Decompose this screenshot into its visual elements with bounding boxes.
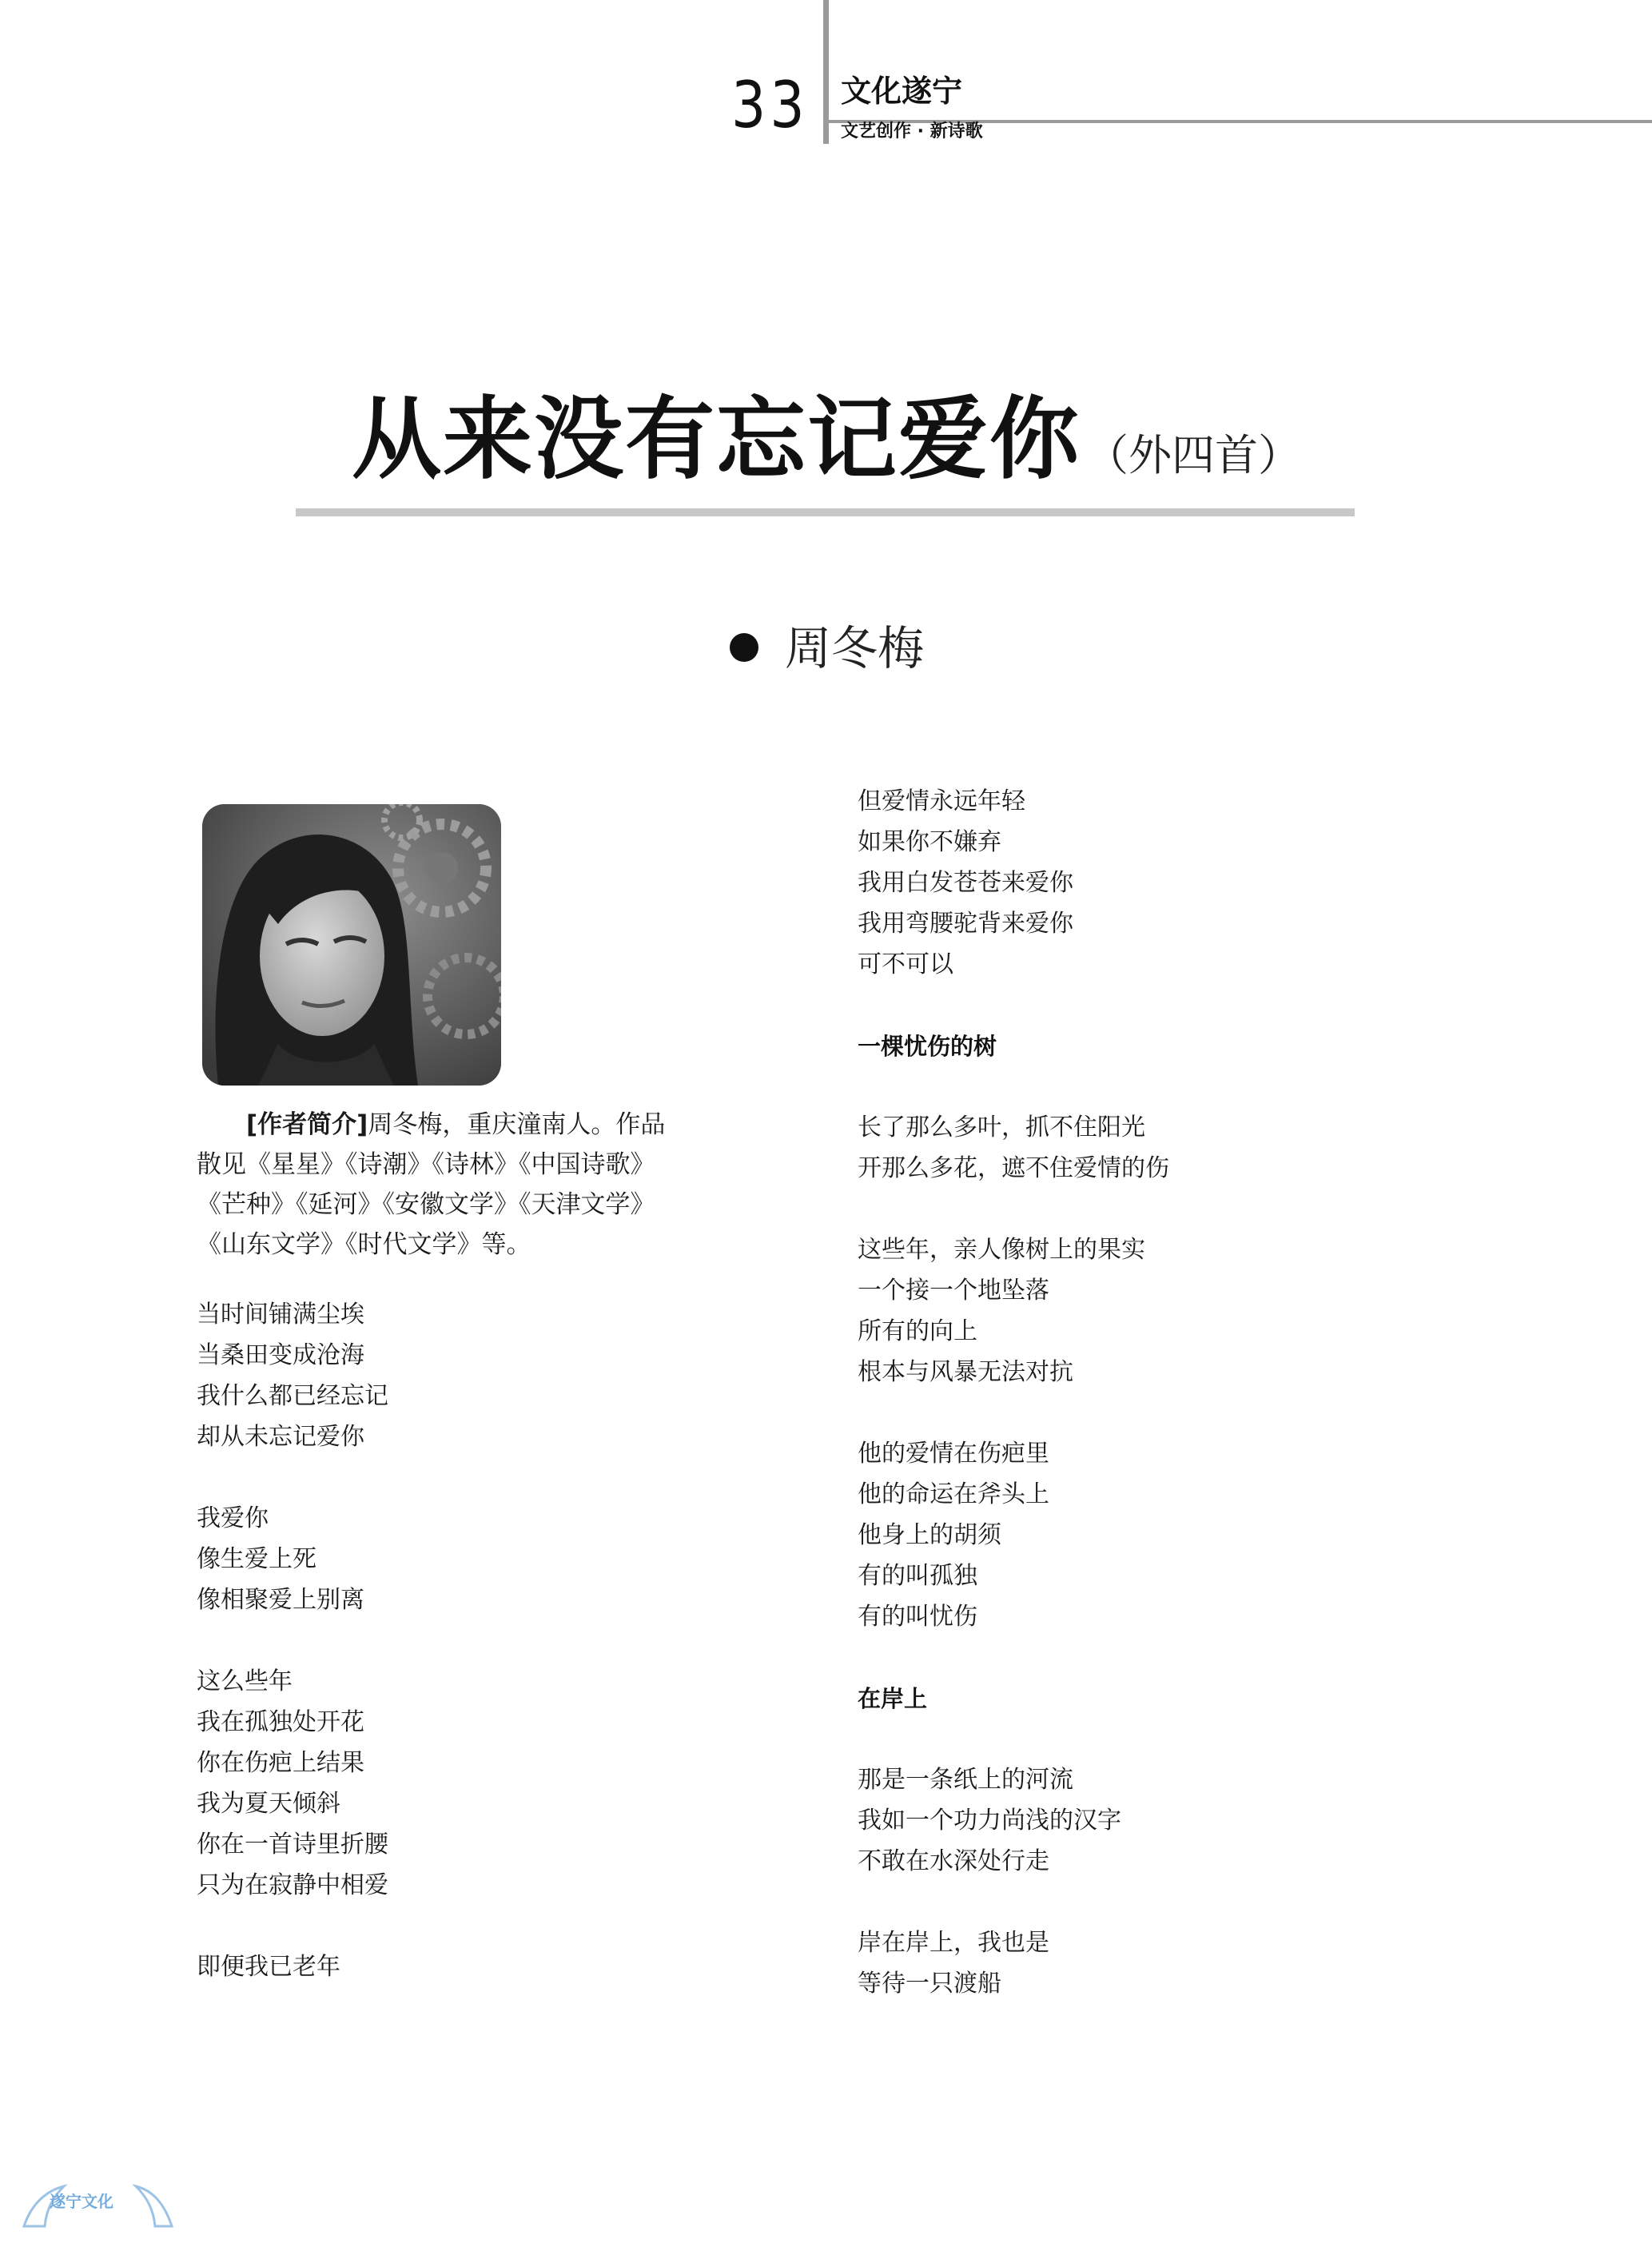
poem-line: 有的叫孤独 — [858, 1562, 977, 1590]
author-name: 周冬梅 — [785, 621, 925, 675]
poem-line: 他的命运在斧头上 — [858, 1480, 1049, 1508]
bio-line: 散见《星星》《诗潮》《诗林》《中国诗歌》 — [197, 1150, 655, 1179]
poem-line: 这么些年 — [197, 1667, 293, 1695]
poem-line: 我什么都已经忘记 — [197, 1382, 388, 1410]
poem-line: 一个接一个地坠落 — [858, 1277, 1049, 1305]
title-underline — [296, 508, 1355, 516]
poem-line: 像相聚爱上别离 — [197, 1586, 364, 1614]
poem-line: 当时间铺满尘埃 — [197, 1301, 364, 1329]
poem-line: 根本与风暴无法对抗 — [858, 1358, 1073, 1386]
watermark-text: 遂宁文化 — [50, 2192, 113, 2211]
poem-line: 即便我已老年 — [197, 1953, 340, 1981]
poem-line: 当桑田变成沧海 — [197, 1341, 364, 1369]
poem-heading: 在岸上 — [858, 1685, 928, 1712]
poem-line: 等待一只渡船 — [858, 1970, 1001, 1998]
poem-line: 我如一个功力尚浅的汉字 — [858, 1807, 1121, 1835]
poem-line: 我在孤独处开花 — [197, 1708, 364, 1736]
poem-line: 却从未忘记爱你 — [197, 1423, 364, 1451]
bullet-dot — [730, 633, 758, 662]
poem-line: 这些年，亲人像树上的果实 — [858, 1236, 1145, 1264]
poem-line: 我为夏天倾斜 — [197, 1790, 340, 1818]
author-bio — [197, 1105, 708, 1265]
page-number: 33 — [731, 68, 809, 142]
article-title — [352, 388, 1301, 508]
section-title: 文化遂宁 — [841, 74, 963, 109]
poem-heading: 一棵忧伤的树 — [858, 1033, 997, 1060]
title-main: 从来没有忘记爱你 — [352, 388, 1081, 492]
poem-line: 但爱情永远年轻 — [858, 787, 1025, 815]
poem-line: 我用白发苍苍来爱你 — [858, 869, 1073, 897]
poem-line: 开那么多花，遮不住爱情的伤 — [858, 1154, 1169, 1182]
poem-line: 只为在寂静中相爱 — [197, 1871, 388, 1899]
poem-line: 他的爱情在伤疤里 — [858, 1440, 1049, 1468]
bio-line: 《山东文学》《时代文学》等。 — [197, 1230, 531, 1259]
author-photo — [202, 804, 501, 1086]
poem-line: 岸在岸上，我也是 — [858, 1929, 1049, 1957]
poem-line: 他身上的胡须 — [858, 1521, 1001, 1549]
poem-line: 可不可以 — [858, 950, 953, 978]
bio-line: 《芒种》《延河》《安徽文学》《天津文学》 — [197, 1190, 655, 1219]
poem-line: 像生爱上死 — [197, 1545, 316, 1573]
poem-line: 如果你不嫌弃 — [858, 828, 1001, 856]
poem-line: 我用弯腰驼背来爱你 — [858, 910, 1073, 938]
title-sub: （外四首） — [1085, 430, 1301, 480]
bio-line — [197, 1105, 708, 1145]
poem-line: 那是一条纸上的河流 — [858, 1766, 1073, 1794]
bio-text: 周冬梅，重庆潼南人。作品 — [368, 1110, 666, 1139]
bio-tag: [作者简介] — [246, 1110, 368, 1139]
poem-line: 长了那么多叶，抓不住阳光 — [858, 1114, 1145, 1141]
poem-line: 你在伤疤上结果 — [197, 1749, 364, 1777]
poem-line: 有的叫忧伤 — [858, 1603, 977, 1631]
poem-line: 所有的向上 — [858, 1317, 977, 1345]
section-subtitle: 文艺创作 · 新诗歌 — [841, 122, 983, 141]
poem-line: 你在一首诗里折腰 — [197, 1831, 388, 1859]
poem-line: 我爱你 — [197, 1504, 269, 1532]
poem-line: 不敢在水深处行走 — [858, 1847, 1049, 1875]
